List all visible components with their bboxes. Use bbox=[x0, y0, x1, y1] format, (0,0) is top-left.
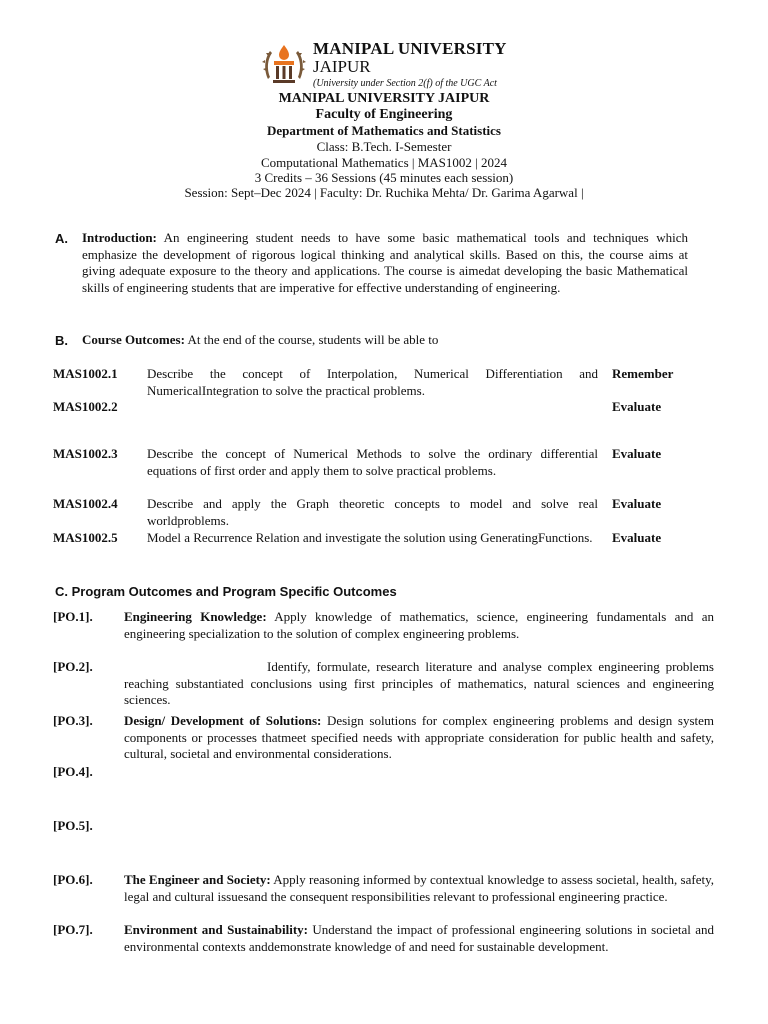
co-description: Describe the concept of Interpolation, Numerical Differentiation and NumericalIntegration to solve the practical problems. bbox=[147, 366, 598, 398]
po-description bbox=[124, 922, 714, 955]
section-a-letter: A. bbox=[55, 231, 68, 246]
faculty-title: Faculty of Engineering bbox=[315, 107, 453, 122]
po-code: [PO.3]. bbox=[53, 713, 93, 728]
section-b-letter: B. bbox=[55, 333, 68, 348]
section-c-title: C. Program Outcomes and Program Specific Outcomes bbox=[55, 584, 397, 599]
co-level: Evaluate bbox=[612, 446, 662, 461]
po-text: Apply knowledge of mathematics, science, engineering fundamentals and an engineering specialization to the solution of complex engineering problems. bbox=[124, 609, 714, 641]
credits-line: 3 Credits – 36 Sessions (45 minutes each session) bbox=[254, 170, 514, 185]
po-code: [PO.2]. bbox=[53, 659, 93, 674]
section-b-text: At the end of the course, students will be able to bbox=[187, 332, 439, 347]
co-code: MAS1002.2 bbox=[53, 399, 118, 414]
po-code: [PO.6]. bbox=[53, 872, 93, 887]
co-level: Evaluate bbox=[612, 530, 662, 545]
co-level: Remember bbox=[612, 366, 674, 381]
session-line: Session: Sept–Dec 2024 | Faculty: Dr. Ruchika Mehta/ Dr. Garima Agarwal | bbox=[184, 185, 584, 200]
section-b-title: Course Outcomes: bbox=[82, 332, 185, 347]
co-code: MAS1002.1 bbox=[53, 366, 118, 381]
section-a-text: An engineering student needs to have some basic mathematical tools and techniques which emphasize the development of rigorous logical thinking and analytical skills. Based on this, the course aims at giving adequate exposure to the theory and applications. The course is aimedat developing the basic Mathematical skills of engineering students that are imperative for effective understanding of engineering. bbox=[82, 230, 688, 296]
po-title: Engineering Knowledge: bbox=[124, 609, 267, 624]
po-description bbox=[124, 659, 714, 709]
po-description bbox=[124, 872, 714, 905]
po-description bbox=[124, 609, 714, 642]
co-code: MAS1002.4 bbox=[53, 496, 118, 511]
po-code: [PO.4]. bbox=[53, 764, 93, 779]
co-level: Evaluate bbox=[612, 399, 662, 414]
po-text: Understand the impact of professional engineering solutions in societal and environmental contexts anddemonstrate knowledge of and need for sustainable development. bbox=[124, 922, 714, 954]
university-title: MANIPAL UNIVERSITY JAIPUR bbox=[278, 91, 490, 106]
co-description: Model a Recurrence Relation and investigate the solution using GeneratingFunctions. bbox=[147, 530, 593, 545]
university-logo bbox=[262, 41, 306, 89]
co-code: MAS1002.5 bbox=[53, 530, 118, 545]
section-a-introduction bbox=[82, 230, 688, 297]
logo-subtitle: (University under Section 2(f) of the UGC Act bbox=[313, 78, 497, 89]
po-text: Identify, formulate, research literature and analyse complex engineering problems reaching substantiated conclusions using first principles of mathematics, natural sciences and engineering sciences. bbox=[124, 659, 714, 708]
co-description: Describe the concept of Numerical Methods to solve the ordinary differential equations of first order and apply them to solve practical problems. bbox=[147, 446, 598, 478]
co-code: MAS1002.3 bbox=[53, 446, 118, 461]
class-line: Class: B.Tech. I-Semester bbox=[316, 139, 452, 154]
co-description: Describe and apply the Graph theoretic concepts to model and solve real worldproblems. bbox=[147, 496, 598, 528]
logo-university-name: MANIPAL UNIVERSITY bbox=[313, 39, 507, 58]
po-description bbox=[124, 713, 714, 763]
course-line: Computational Mathematics | MAS1002 | 2024 bbox=[260, 155, 508, 170]
po-code: [PO.7]. bbox=[53, 922, 93, 937]
section-b-course-outcomes bbox=[82, 332, 688, 349]
department-title: Department of Mathematics and Statistics bbox=[267, 123, 501, 138]
po-title: Environment and Sustainability: bbox=[124, 922, 309, 937]
po-title: The Engineer and Society: bbox=[124, 872, 271, 887]
po-code: [PO.5]. bbox=[53, 818, 93, 833]
po-code: [PO.1]. bbox=[53, 609, 93, 624]
po-text: Apply reasoning informed by contextual knowledge to assess societal, health, safety, legal and cultural issuesand the consequent responsibilities relevant to professional engineering practice. bbox=[124, 872, 714, 904]
co-level: Evaluate bbox=[612, 496, 662, 511]
po-title: Design/ Development of Solutions: bbox=[124, 713, 322, 728]
logo-university-city: JAIPUR bbox=[313, 57, 371, 76]
po-text: Design solutions for complex engineering problems and design system components or processes thatmeet specified needs with appropriate consideration for public health and safety, cultural, societal and environmental considerations. bbox=[124, 713, 714, 762]
section-a-title: Introduction: bbox=[82, 230, 157, 245]
